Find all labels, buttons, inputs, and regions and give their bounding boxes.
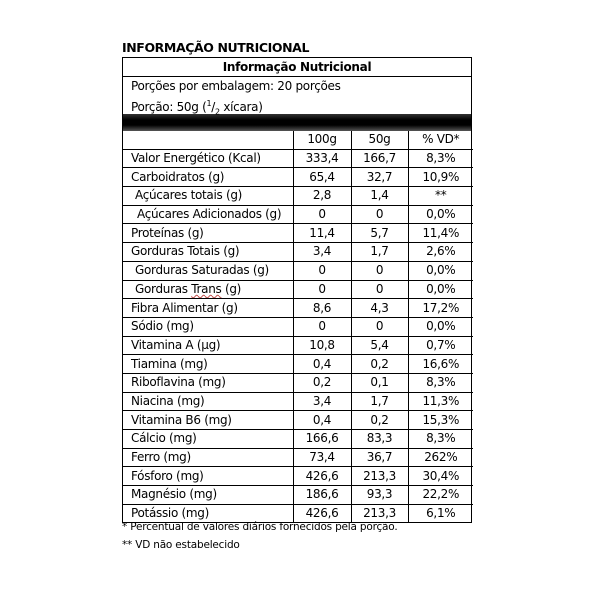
value-vd: 17,2% (408, 299, 473, 318)
nutrient-name: Fibra Alimentar (g) (123, 299, 293, 318)
value-50g: 1,4 (351, 187, 408, 206)
serving-denominator: 2 (215, 107, 220, 117)
value-100g: 0,2 (293, 373, 351, 392)
table-row (123, 317, 473, 336)
value-50g: 36,7 (351, 448, 408, 467)
table-row (123, 467, 473, 486)
value-50g: 5,4 (351, 336, 408, 355)
value-50g: 0 (351, 280, 408, 299)
header-cell-100g: 100g (293, 131, 351, 149)
nutrient-name: Gorduras Saturadas (g) (123, 261, 293, 280)
nutrient-name (123, 280, 293, 299)
value-50g: 32,7 (351, 168, 408, 187)
value-100g: 166,6 (293, 430, 351, 449)
value-50g: 0,2 (351, 355, 408, 374)
value-vd: 16,6% (408, 355, 473, 374)
footnote-vd: * Percentual de valores diários fornecidos pela porção. (122, 521, 398, 533)
nutrient-name: Açúcares totais (g) (123, 187, 293, 206)
value-vd: 0,0% (408, 205, 473, 224)
value-100g: 426,6 (293, 467, 351, 486)
value-vd: 22,2% (408, 486, 473, 505)
value-vd: 2,6% (408, 243, 473, 262)
value-100g: 3,4 (293, 392, 351, 411)
value-vd: 0,0% (408, 280, 473, 299)
value-50g: 0 (351, 205, 408, 224)
value-100g: 0 (293, 280, 351, 299)
serving-suffix: xícara) (219, 100, 263, 114)
nutrient-name-part: Gorduras (135, 281, 192, 296)
nutrient-name: Potássio (mg) (123, 504, 293, 522)
value-50g: 1,7 (351, 243, 408, 262)
value-100g: 186,6 (293, 486, 351, 505)
value-vd: ** (408, 187, 473, 206)
value-50g: 166,7 (351, 149, 408, 168)
nutrient-name: Magnésio (mg) (123, 486, 293, 505)
serving-prefix: Porção: 50g ( (131, 100, 207, 114)
table-row (123, 411, 473, 430)
value-100g: 333,4 (293, 149, 351, 168)
nutrient-name-part: (g) (221, 281, 242, 296)
footnote-not-established: ** VD não estabelecido (122, 539, 240, 551)
table-row (123, 336, 473, 355)
value-50g: 1,7 (351, 392, 408, 411)
table-row (123, 224, 473, 243)
table-title: Informação Nutricional (123, 58, 471, 77)
value-50g: 0,2 (351, 411, 408, 430)
value-100g: 0 (293, 317, 351, 336)
value-50g: 213,3 (351, 467, 408, 486)
header-cell-vd: % VD* (408, 131, 473, 149)
value-vd: 6,1% (408, 504, 473, 522)
value-100g: 0 (293, 205, 351, 224)
nutrient-name: Fósforo (mg) (123, 467, 293, 486)
table-row (123, 243, 473, 262)
table-row (123, 373, 473, 392)
value-vd: 10,9% (408, 168, 473, 187)
value-50g: 0,1 (351, 373, 408, 392)
table-row (123, 149, 473, 168)
value-100g: 0 (293, 261, 351, 280)
value-vd: 0,0% (408, 261, 473, 280)
nutrient-name: Niacina (mg) (123, 392, 293, 411)
value-100g: 3,4 (293, 243, 351, 262)
servings-per-package: Porções por embalagem: 20 porções (131, 79, 341, 93)
value-100g: 426,6 (293, 504, 351, 522)
nutrient-name: Cálcio (mg) (123, 430, 293, 449)
table-row (123, 392, 473, 411)
table-row (123, 205, 473, 224)
nutrition-table (122, 57, 472, 523)
table-row (123, 486, 473, 505)
nutrient-name: Vitamina B6 (mg) (123, 411, 293, 430)
nutrient-name: Carboidratos (g) (123, 168, 293, 187)
value-vd: 15,3% (408, 411, 473, 430)
header-cell-50g: 50g (351, 131, 408, 149)
table-row (123, 430, 473, 449)
value-50g: 93,3 (351, 486, 408, 505)
value-100g: 73,4 (293, 448, 351, 467)
value-vd: 8,3% (408, 149, 473, 168)
value-vd: 8,3% (408, 373, 473, 392)
value-50g: 0 (351, 317, 408, 336)
value-vd: 262% (408, 448, 473, 467)
table-row (123, 504, 473, 522)
spellcheck-word: Trans (191, 281, 222, 296)
nutrient-name: Valor Energético (Kcal) (123, 149, 293, 168)
value-vd: 0,0% (408, 317, 473, 336)
nutrient-name: Riboflavina (mg) (123, 373, 293, 392)
value-vd: 11,3% (408, 392, 473, 411)
table-row (123, 299, 473, 318)
value-vd: 11,4% (408, 224, 473, 243)
nutrient-name: Proteínas (g) (123, 224, 293, 243)
value-vd: 30,4% (408, 467, 473, 486)
nutrient-name: Vitamina A (µg) (123, 336, 293, 355)
serving-info (123, 77, 471, 117)
value-100g: 2,8 (293, 187, 351, 206)
value-100g: 0,4 (293, 411, 351, 430)
value-100g: 11,4 (293, 224, 351, 243)
header-cell-empty (123, 131, 293, 149)
serving-numerator: 1 (206, 99, 212, 108)
nutrient-name: Tiamina (mg) (123, 355, 293, 374)
value-50g: 4,3 (351, 299, 408, 318)
table-row (123, 448, 473, 467)
value-50g: 213,3 (351, 504, 408, 522)
table-row (123, 355, 473, 374)
table-row (123, 187, 473, 206)
value-vd: 0,7% (408, 336, 473, 355)
value-50g: 5,7 (351, 224, 408, 243)
nutrient-name: Gorduras Totais (g) (123, 243, 293, 262)
table-row (123, 261, 473, 280)
nutrient-name: Sódio (mg) (123, 317, 293, 336)
value-100g: 8,6 (293, 299, 351, 318)
table-row (123, 280, 473, 299)
value-vd: 8,3% (408, 430, 473, 449)
nutrient-grid (123, 131, 473, 522)
value-50g: 83,3 (351, 430, 408, 449)
nutrient-name: Ferro (mg) (123, 448, 293, 467)
value-100g: 65,4 (293, 168, 351, 187)
nutrient-name: Açúcares Adicionados (g) (123, 205, 293, 224)
header-row (123, 131, 473, 149)
serving-slash: / (211, 100, 216, 114)
value-100g: 10,8 (293, 336, 351, 355)
document-heading: INFORMAÇÃO NUTRICIONAL (122, 40, 310, 55)
value-100g: 0,4 (293, 355, 351, 374)
table-row (123, 168, 473, 187)
value-50g: 0 (351, 261, 408, 280)
